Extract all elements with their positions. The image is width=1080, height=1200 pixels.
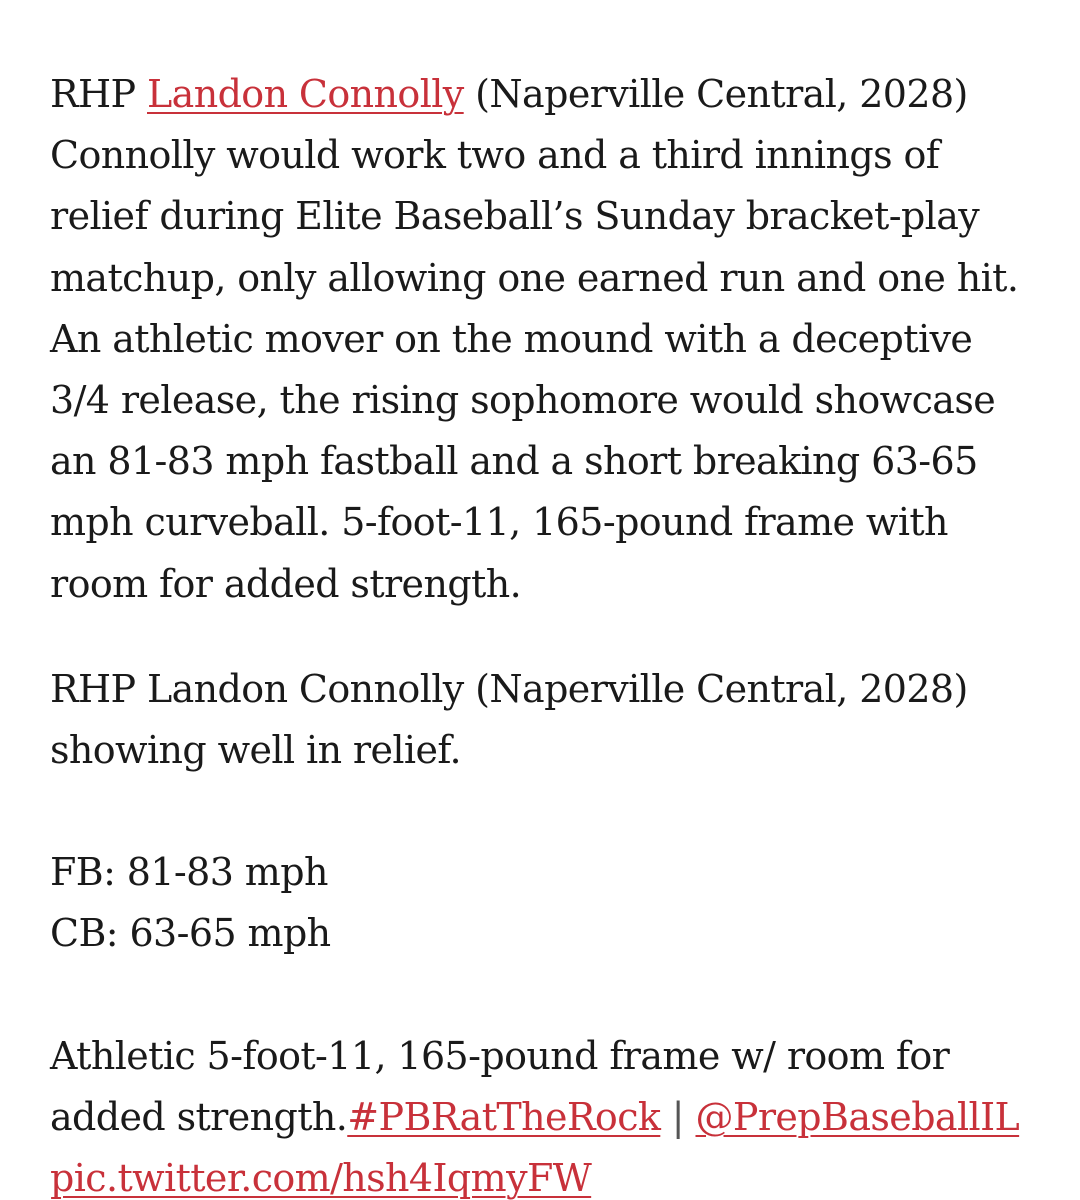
paragraph-gap <box>50 781 1040 842</box>
paragraph-gap <box>50 965 1040 1026</box>
article-content <box>50 64 1040 1200</box>
tweet-headline: RHP Landon Connolly (Naperville Central, 2028) showing well in relief. <box>50 666 968 773</box>
player-paragraph <box>50 64 1040 615</box>
separator: | <box>660 1094 684 1139</box>
player-school-year: (Naperville Central, 2028) <box>463 72 968 116</box>
fastball-velocity: FB: 81-83 mph <box>50 850 328 895</box>
hashtag-link[interactable]: #PBRatTheRock <box>347 1094 661 1139</box>
mention-link[interactable]: @PrepBaseballIL <box>695 1094 1020 1139</box>
player-link[interactable]: Landon Connolly <box>147 72 464 116</box>
closing-text: Athletic 5-foot-11, 165-pound frame w/ room for added strength. <box>50 1033 950 1139</box>
tweet-closing <box>50 1026 1040 1200</box>
player-report: Connolly would work two and a third innings of relief during Elite Baseball’s Sunday bracket-play matchup, only allowing one earned run and one hit. An athletic mover on the mound with a deceptive 3/4 release, the rising sophomore would showcase an 81-83 mph fastball and a short breaking 63-65 mph curveball. 5-foot-11, 165-pound frame with room for added strength. <box>50 133 1019 606</box>
curveball-velocity: CB: 63-65 mph <box>50 911 331 956</box>
player-prefix: RHP <box>50 72 147 116</box>
pic-link[interactable]: pic.twitter.com/hsh4IqmyFW <box>50 1156 592 1200</box>
paragraph-gap <box>50 615 1040 659</box>
